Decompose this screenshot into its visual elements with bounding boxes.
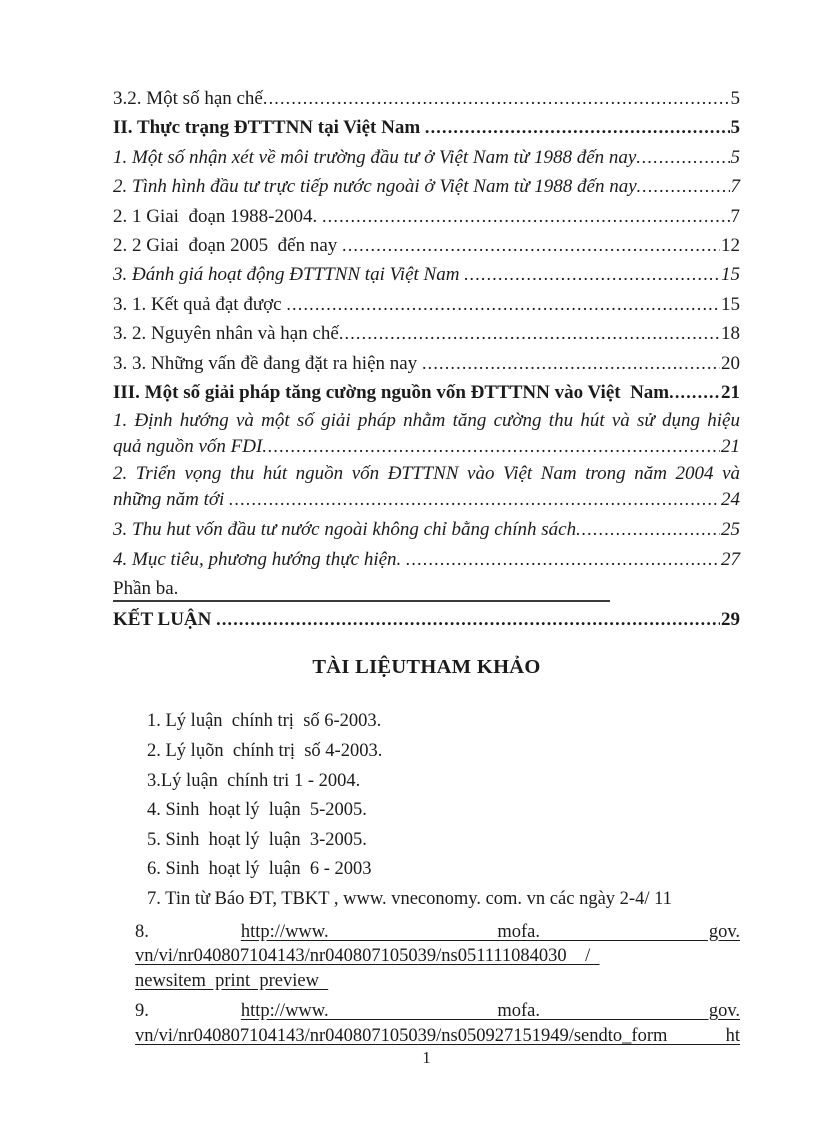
toc-entry (113, 113, 740, 142)
toc-entry-text: 3. 1. Kết quả đạt được (113, 293, 287, 315)
toc-entry (113, 515, 740, 544)
dot-leader (669, 378, 720, 407)
toc-page-number: 5 (730, 88, 740, 109)
dot-leader (286, 290, 720, 319)
toc-page-number: 7 (730, 176, 740, 198)
toc-entry (113, 290, 740, 319)
toc-entry (113, 172, 740, 201)
toc-entry-text: 4. Mục tiêu, phương hướng thực hiện. (113, 548, 407, 570)
references-heading: TÀI LIỆUTHAM KHẢO (312, 656, 541, 679)
toc-entry-line2 (113, 487, 740, 512)
dot-leader (342, 231, 720, 260)
toc-entry (113, 84, 740, 113)
toc-page-number: 15 (721, 264, 740, 286)
toc-page-number: 25 (721, 519, 740, 541)
reference-number: 9. (135, 1000, 149, 1021)
toc-entry (113, 202, 740, 231)
toc-list (113, 84, 740, 634)
toc-page-number: 21 (721, 381, 740, 403)
toc-page-number: 21 (721, 436, 740, 458)
reference-item: 5. Sinh hoạt lý luận 3-2005. (147, 829, 367, 850)
toc-entry-text: KẾT LUẬN (113, 609, 217, 631)
reference-url-link[interactable]: http://www. mofa. gov. (240, 921, 740, 942)
toc-entry (113, 378, 740, 407)
dot-leader (637, 172, 730, 201)
toc-entry (113, 545, 740, 574)
reference-url-link[interactable]: newsitem print preview (135, 971, 329, 992)
toc-page-number: 7 (730, 205, 740, 227)
reference-number: 8. (135, 921, 149, 942)
reference-url-link[interactable]: vn/vi/nr040807104143/nr040807105039/ns051111084030 / (135, 946, 600, 967)
toc-entry (113, 409, 740, 459)
reference-item: 6. Sinh hoạt lý luận 6 - 2003 (147, 859, 372, 880)
toc-page-number: 5 (730, 117, 740, 139)
dot-leader (339, 319, 720, 348)
reference-url-link[interactable]: vn/vi/nr040807104143/nr040807105039/ns050927151949/sendto_form ht (135, 1025, 740, 1046)
toc-entry-text: 2. Tình hình đầu tư trực tiếp nước ngoài ở Việt Nam từ 1988 đến nay (113, 176, 637, 198)
toc-entry (113, 319, 740, 348)
toc-entry-text: 2. 1 Giai đoạn 1988-2004. (113, 205, 322, 227)
toc-entry-phan-ba (113, 578, 610, 602)
reference-item: 3.Lý luận chính tri 1 - 2004. (147, 770, 361, 791)
reference-url-link[interactable]: http://www. mofa. gov. (240, 1000, 740, 1021)
toc-entry (113, 349, 740, 378)
dot-leader (406, 545, 720, 574)
dot-leader (422, 349, 720, 378)
toc-entry (113, 605, 740, 634)
toc-entry-text-line2: những năm tới (113, 489, 230, 511)
toc-entry-line2 (113, 434, 740, 459)
dot-leader (229, 487, 720, 512)
dot-leader (322, 202, 730, 231)
page-content (113, 84, 740, 1049)
reference-item: 1. Lý luận chính trị số 6-2003. (147, 711, 382, 732)
toc-entry-text-line1: 2. Triển vọng thu hút nguồn vốn ĐTTTNN vào Việt Nam trong năm 2004 và (113, 463, 740, 485)
reference-link-first-line (135, 920, 740, 945)
references-list (113, 707, 740, 1048)
dot-leader (216, 605, 720, 634)
dot-leader (464, 260, 720, 289)
toc-entry (113, 231, 740, 260)
toc-page-number: 15 (721, 293, 740, 315)
reference-link-item (113, 999, 740, 1049)
dot-leader (262, 434, 720, 459)
reference-item: 4. Sinh hoạt lý luận 5-2005. (147, 800, 367, 821)
toc-entry-text-line2: quả nguồn vốn FDI (113, 436, 263, 458)
toc-entry (113, 260, 740, 289)
toc-page-number: 12 (721, 234, 740, 256)
toc-page-number: 27 (721, 548, 740, 570)
toc-entry-text: 3. 3. Những vấn đề đang đặt ra hiện nay (113, 352, 422, 374)
dot-leader (263, 84, 730, 113)
toc-entry-text-line1: 1. Định hướng và một số giải pháp nhằm tăng cường thu hút và sử dụng hiệu (113, 410, 740, 432)
toc-entry-text: 2. 2 Giai đoạn 2005 đến nay (113, 234, 343, 256)
toc-entry (113, 143, 740, 172)
dot-leader (425, 113, 730, 142)
reference-item: 7. Tin từ Báo ĐT, TBKT , www. vneconomy. com. vn các ngày 2-4/ 11 (147, 889, 672, 909)
reference-link-item (113, 920, 740, 994)
toc-entry-text: 1. Một số nhận xét về môi trường đầu tư ở Việt Nam từ 1988 đến nay (113, 146, 637, 168)
toc-entry-text: III. Một số giải pháp tăng cường nguồn vốn ĐTTTNN vào Việt Nam (113, 381, 670, 403)
toc-entry-text: 3. 2. Nguyên nhân và hạn chế (113, 323, 339, 345)
toc-entry-text: II. Thực trạng ĐTTTNN tại Việt Nam (113, 117, 425, 139)
page-number: 1 (422, 1048, 431, 1067)
toc-entry-text: Phần ba. (113, 578, 178, 602)
underline-rule (178, 578, 610, 602)
toc-entry-text: 3. Thu hut vốn đầu tư nước ngoài không chỉ bằng chính sách (113, 519, 577, 541)
toc-entry (113, 462, 740, 512)
toc-page-number: 24 (721, 489, 740, 511)
toc-page-number: 18 (721, 323, 740, 345)
reference-link-first-line (135, 999, 740, 1024)
toc-page-number: 29 (721, 609, 740, 631)
toc-page-number: 5 (730, 146, 740, 168)
dot-leader (576, 515, 720, 544)
toc-entry-text: 3. Đánh giá hoạt động ĐTTTNN tại Việt Nam (113, 264, 465, 286)
toc-entry-text: 3.2. Một số hạn chế (113, 88, 263, 109)
toc-page-number: 20 (721, 352, 740, 374)
reference-item: 2. Lý lụõn chính trị số 4-2003. (147, 741, 383, 762)
dot-leader (636, 143, 729, 172)
